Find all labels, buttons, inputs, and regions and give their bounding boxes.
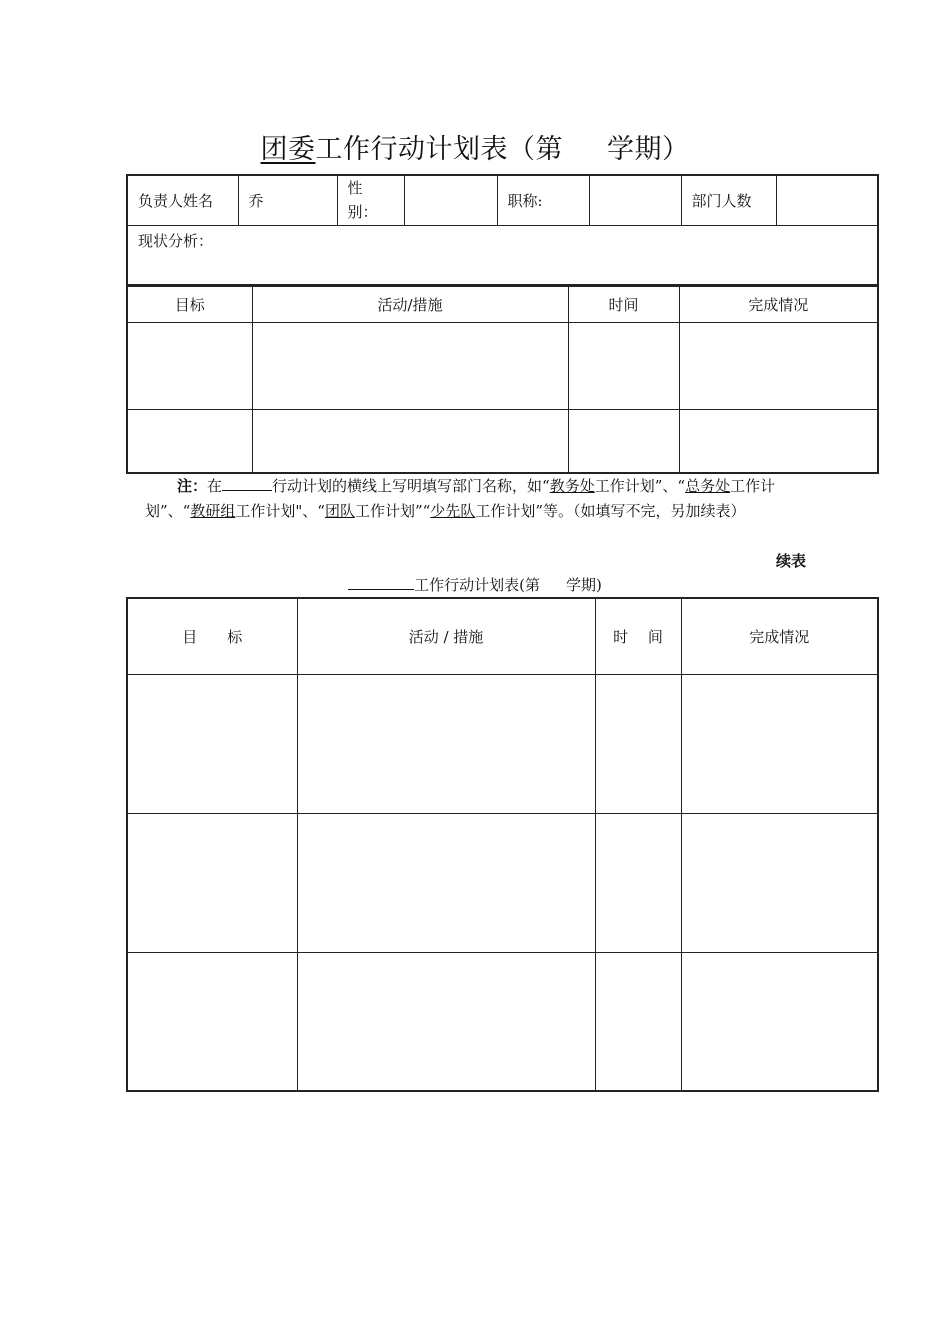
gender-label-line1: 性 [347, 179, 363, 198]
continued-label: 续表 [775, 552, 806, 570]
status-cell[interactable] [679, 323, 878, 410]
status-analysis-label: 现状分析： [138, 231, 214, 250]
note-prefix: 注： [177, 477, 208, 495]
activity-cell[interactable] [297, 813, 595, 952]
header-status: 完成情况 [679, 287, 878, 323]
dept-count-label: 部门人数 [681, 175, 776, 225]
table-row [127, 952, 878, 1091]
subtitle-end: 学期) [566, 576, 602, 594]
note-text: 工作计划”等。（如填写不完，另加续表） [475, 502, 746, 520]
activity-cell[interactable] [297, 952, 595, 1091]
note-example: 教务处 [549, 477, 595, 495]
note-text: 工作计划”、“ [594, 477, 686, 495]
name-value: 乔 [238, 175, 337, 225]
goal-cell[interactable] [127, 410, 252, 473]
title-department: 团委 [260, 134, 316, 165]
goal-cell[interactable] [127, 813, 297, 952]
title-end: 学期） [607, 134, 690, 165]
time-cell[interactable] [568, 410, 679, 473]
table-row [127, 323, 878, 410]
status-cell[interactable] [681, 952, 878, 1091]
activity-cell[interactable] [252, 323, 568, 410]
note-text: 工作计划"、“ [235, 502, 325, 520]
subtitle-main: 工作行动计划表(第 [414, 576, 540, 594]
page-title [0, 130, 950, 170]
time-cell[interactable] [595, 813, 681, 952]
goal-cell[interactable] [127, 323, 252, 410]
note-text: 行动计划的横线上写明填写部门名称，如“ [272, 477, 550, 495]
instruction-note [145, 474, 810, 524]
header-activity: 活动/措施 [252, 287, 568, 323]
continued-plan-table [126, 597, 879, 1092]
header-goal: 目标 [127, 287, 252, 323]
goal-cell[interactable] [127, 952, 297, 1091]
note-text: 工作计划”“ [354, 502, 431, 520]
status-cell[interactable] [681, 674, 878, 813]
status-analysis-cell[interactable] [127, 225, 878, 285]
goal-cell[interactable] [127, 674, 297, 813]
status-cell[interactable] [681, 813, 878, 952]
title-value-cell[interactable] [589, 175, 681, 225]
note-text: 在 [207, 477, 223, 495]
time-cell[interactable] [568, 323, 679, 410]
title-label: 职称: [497, 175, 589, 225]
name-label: 负责人姓名 [127, 175, 238, 225]
table-row [127, 674, 878, 813]
note-example: 少先队 [430, 502, 476, 520]
status-cell[interactable] [679, 410, 878, 473]
header-goal: 目 标 [127, 598, 297, 674]
continued-title [0, 574, 950, 595]
time-cell[interactable] [595, 952, 681, 1091]
department-blank[interactable] [348, 575, 414, 590]
note-example: 教研组 [190, 502, 236, 520]
note-blank [222, 476, 272, 491]
header-time: 时 间 [595, 598, 681, 674]
note-text: 工作计划”、“ [145, 477, 776, 520]
title-main: 工作行动计划表（第 [315, 134, 563, 165]
dept-count-value-cell[interactable] [776, 175, 878, 225]
activity-cell[interactable] [297, 674, 595, 813]
table-row [127, 813, 878, 952]
info-table [126, 174, 879, 286]
gender-label [337, 175, 404, 225]
gender-value-cell[interactable] [404, 175, 497, 225]
table-row [127, 410, 878, 473]
plan-table [126, 286, 879, 474]
header-activity: 活动 / 措施 [297, 598, 595, 674]
activity-cell[interactable] [252, 410, 568, 473]
header-time: 时间 [568, 287, 679, 323]
gender-label-line2: 别： [347, 203, 378, 222]
time-cell[interactable] [595, 674, 681, 813]
header-status: 完成情况 [681, 598, 878, 674]
note-example: 总务处 [685, 477, 731, 495]
note-example: 团队 [324, 502, 355, 520]
